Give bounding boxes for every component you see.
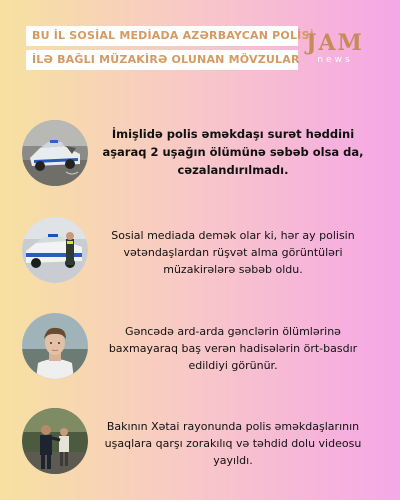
topic-text: Sosial mediada demək olar ki, hər ay polisin vətəndaşlardan rüşvət alma görüntüləri müzakirələrə səbəb oldu. <box>111 229 355 276</box>
topic-item <box>22 120 374 192</box>
topic-item <box>22 408 374 480</box>
title-line-1: BU İL SOSİAL MEDİADA AZƏRBAYCAN POLİSİ <box>26 26 298 46</box>
topic-item <box>22 313 374 385</box>
topic-text: Bakının Xətai rayonunda polis əməkdaşlarının uşaqlara qarşı zorakılıq və təhdid dolu videosu yayıldı. <box>104 420 362 467</box>
police-car-officer-photo <box>22 217 88 283</box>
police-violence-video-still <box>22 408 88 474</box>
topic-text: Gəncədə ard-arda gənclərin ölümlərinə baxmayaraq baş verən hadisələrin ört-basdır edildiyi görünür. <box>108 325 358 372</box>
topic-item <box>22 217 374 289</box>
police-car-crash-photo <box>22 120 88 186</box>
logo-subtitle: news <box>317 55 353 65</box>
topic-text: İmişlidə polis əməkdaşı surət həddini aşaraq 2 uşağın ölümünə səbəb olsa da, cəzalandırılmadı. <box>102 127 364 177</box>
logo-brand: JAM <box>306 30 364 56</box>
title-line-2: İLƏ BAĞLI MÜZAKİRƏ OLUNAN MÖVZULAR <box>26 50 298 70</box>
young-man-portrait-photo <box>22 313 88 379</box>
